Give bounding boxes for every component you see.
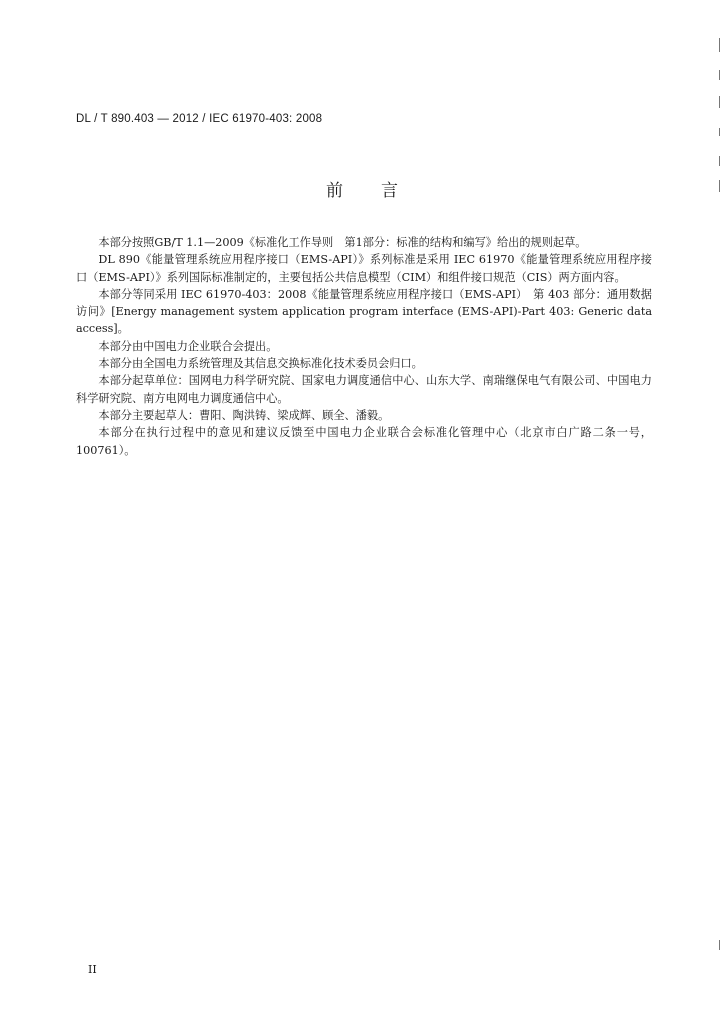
paragraph-main-drafters: 本部分主要起草人：曹阳、陶洪铸、梁成辉、顾全、潘毅。	[98, 408, 390, 422]
document-code-header: DL / T 890.403 — 2012 / IEC 61970-403: 2008	[76, 113, 323, 125]
paragraph-proposer: 本部分由中国电力企业联合会提出。	[98, 339, 278, 353]
paragraph-series-description: DL 890《能量管理系统应用程序接口（EMS-API）》系列标准是采用 IEC 61970《能量管理系统应用程序接口（EMS-API）》系列国际标准制定的，主要包括公共信息模型（CIM）和组件接口规范（CIS）两方面内容。	[76, 253, 652, 284]
paragraph-drafting-units: 本部分起草单位：国网电力科学研究院、国家电力调度通信中心、山东大学、南瑞继保电气有限公司、中国电力科学研究院、南方电网电力调度通信中心。	[76, 374, 652, 405]
scan-edge-marks	[714, 30, 720, 1010]
page-title: 前言	[326, 181, 436, 201]
paragraph-drafting-rules: 本部分按照GB/T 1.1—2009《标准化工作导则 第1部分：标准的结构和编写》给出的规则起草。	[98, 236, 587, 249]
page-number: II	[88, 963, 97, 976]
foreword-body	[76, 234, 652, 459]
paragraph-feedback-address: 本部分在执行过程中的意见和建议反馈至中国电力企业联合会标准化管理中心（北京市白广路二条一号，100761）。	[76, 426, 652, 457]
paragraph-equivalent-adoption: 本部分等同采用 IEC 61970-403：2008《能量管理系统应用程序接口（EMS-API） 第 403 部分：通用数据访问》[Energy management system application program interface (EMS-API)-Part 403: Generic data access]。	[76, 287, 652, 336]
paragraph-technical-committee: 本部分由全国电力系统管理及其信息交换标准化技术委员会归口。	[98, 357, 423, 371]
